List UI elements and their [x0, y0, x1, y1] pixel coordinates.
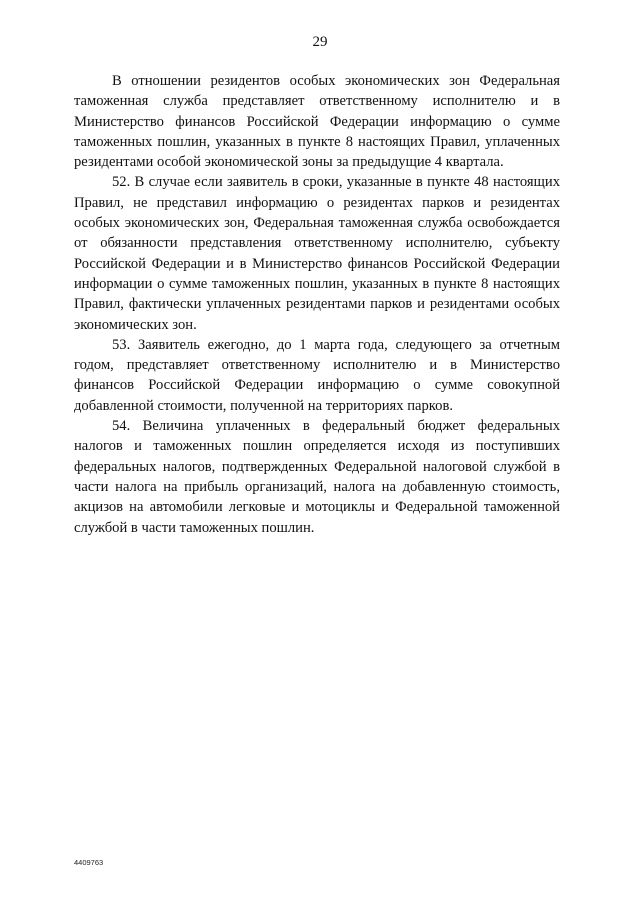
paragraph: В отношении резидентов особых экономических зон Федеральная таможенная служба представляет ответственному исполнителю и в Министерство финансов Российской Федерации информацию о сумме таможенных пошлин, указанных в пункте 8 настоящих Правил, уплаченных резидентами особой экономической зоны за предыдущие 4 квартала. [74, 73, 560, 171]
paragraph: 53. Заявитель ежегодно, до 1 марта года, следующего за отчетным годом, представляет ответственному исполнителю и в Министерство финансов Российской Федерации информацию о сумме совокупной добавленной стоимости, полученной на территориях парков. [74, 336, 560, 414]
document-code: 4409763 [74, 858, 104, 867]
paragraph: 54. Величина уплаченных в федеральный бюджет федеральных налогов и таможенных пошлин определяется исходя из поступивших федеральных налогов, подтвержденных Федеральной налоговой службой в части налога на прибыль организаций, налога на добавленную стоимость, акцизов на автомобили легковые и мотоциклы и Федеральной таможенной службой в части таможенных пошлин. [74, 418, 560, 536]
document-body [74, 71, 560, 538]
page-number: 29 [312, 34, 328, 50]
paragraph: 52. В случае если заявитель в сроки, указанные в пункте 48 настоящих Правил, не представил информацию о резидентах парков и резидентах особых экономических зон, Федеральная таможенная служба освобождается от обязанности представления ответственному исполнителю, субъекту Российской Федерации и в Министерство финансов Российской Федерации информации о сумме таможенных пошлин, указанных в пункте 8 настоящих Правил, фактически уплаченных резидентами парков и резидентами особых экономических зон. [74, 174, 560, 333]
